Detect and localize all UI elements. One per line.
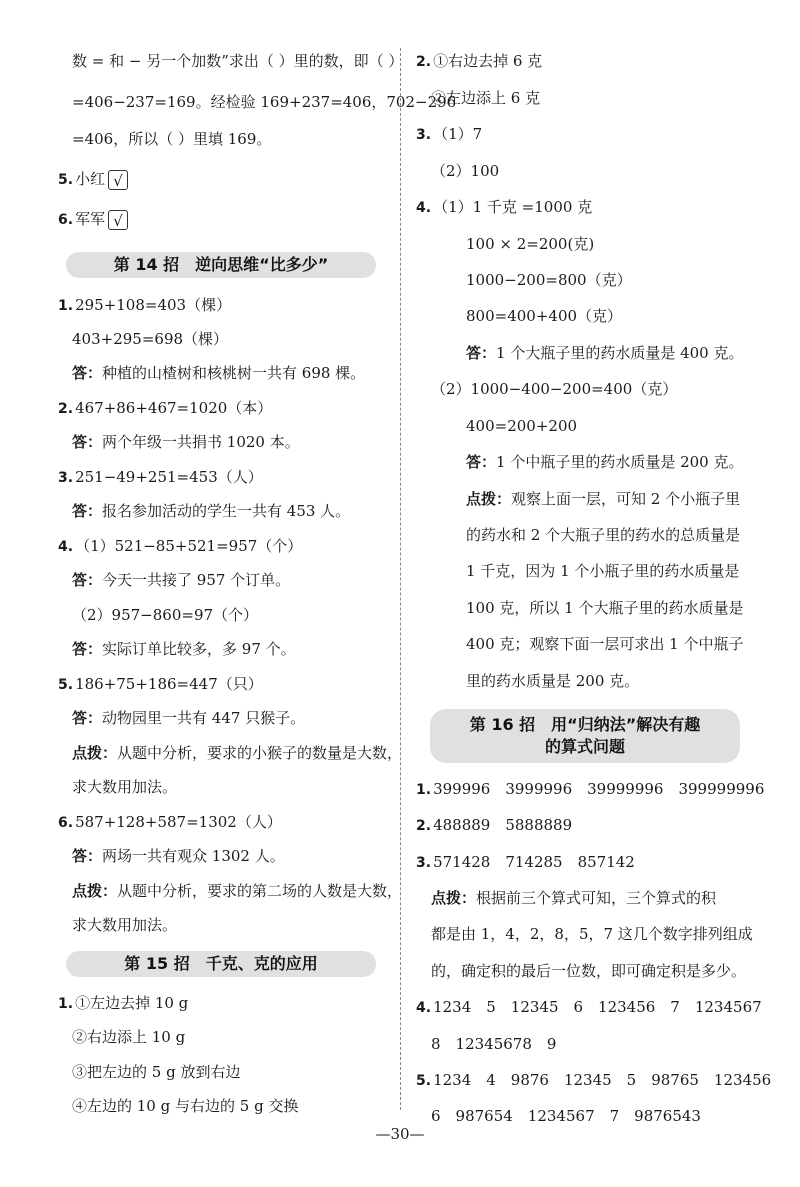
answer-line: 答：两个年级一共捐书 1020 本。 — [72, 433, 300, 451]
continued-text-line: =406−237=169。经检验 169+237=406，702−296 — [72, 93, 457, 111]
answer-line: 400=200+200 — [466, 417, 578, 435]
answer-line: 答：动物园里一共有 447 只猴子。 — [72, 709, 306, 727]
hint-line: 400 克；观察下面一层可求出 1 个中瓶子 — [466, 635, 744, 653]
column-divider — [400, 48, 401, 1110]
page-number: —30— — [375, 1125, 425, 1143]
continued-text-line: =406，所以（ ）里填 169。 — [72, 130, 272, 148]
answer-line: 5. 186+75+186=447（只） — [58, 675, 263, 693]
answer-line: ②左边添上 6 克 — [431, 89, 541, 107]
answer-line: 5. 1234 4 9876 12345 5 98765 123456 — [416, 1071, 772, 1089]
answer-line: 2. 467+86+467=1020（本） — [58, 399, 273, 417]
continued-text-line: 数 = 和 − 另一个加数”求出（ ）里的数，即（ ） — [72, 52, 404, 70]
section-header-16-line1: 第 16 招 用“归纳法”解决有趣 — [469, 715, 701, 734]
answer-line: 403+295=698（棵） — [72, 330, 229, 348]
section-header-16-line2: 的算式问题 — [544, 737, 625, 756]
hint-line: 求大数用加法。 — [72, 778, 178, 796]
answer-line: 6 987654 1234567 7 9876543 — [431, 1107, 701, 1125]
answer-line: 3. 571428 714285 857142 — [416, 853, 635, 871]
answer-line: （2）1000−400−200=400（克） — [431, 380, 678, 398]
answer-line: 3. （1）7 — [416, 125, 483, 143]
hint-line: 的，确定积的最后一位数，即可确定积是多少。 — [431, 962, 747, 980]
answer-line: ④左边的 10 g 与右边的 5 g 交换 — [72, 1097, 299, 1115]
hint-line: 都是由 1，4，2，8，5，7 这几个数字排列组成 — [431, 925, 753, 943]
item-number: 6. — [58, 212, 74, 228]
hint-line: 点拨：根据前三个算式可知，三个算式的积 — [431, 889, 717, 907]
hint-line: 的药水和 2 个大瓶子里的药水的总质量是 — [466, 526, 741, 544]
answer-line: 1000−200=800（克） — [466, 271, 632, 289]
hint-line: 点拨：观察上面一层，可知 2 个小瓶子里 — [466, 490, 741, 508]
answer-line: 100 × 2=200(克) — [466, 235, 595, 253]
item-number: 5. — [58, 172, 74, 188]
answer-line: （2）100 — [431, 162, 500, 180]
answer-text: 小红 — [75, 170, 106, 188]
checkmark-box-icon: √ — [108, 210, 128, 230]
answer-line: ②右边添上 10 g — [72, 1028, 186, 1046]
answer-line: 2. 488889 5888889 — [416, 816, 573, 834]
answer-text: 军军 — [75, 210, 106, 228]
answer-line: 8 12345678 9 — [431, 1035, 557, 1053]
answer-line: 4. 1234 5 12345 6 123456 7 1234567 — [416, 998, 762, 1016]
answer-line: ③把左边的 5 g 放到右边 — [72, 1063, 241, 1081]
answer-line: 答：1 个大瓶子里的药水质量是 400 克。 — [466, 344, 744, 362]
answer-line: 答：两场一共有观众 1302 人。 — [72, 847, 285, 865]
answer-line: 6. 587+128+587=1302（人） — [58, 813, 282, 831]
answer-line: 答：实际订单比较多，多 97 个。 — [72, 640, 296, 658]
hint-line: 点拨：从题中分析，要求的第二场的人数是大数， — [72, 882, 403, 900]
answer-line: 答：1 个中瓶子里的药水质量是 200 克。 — [466, 453, 744, 471]
answer-line: 1. 295+108=403（棵） — [58, 296, 232, 314]
answer-item-6 — [58, 208, 128, 231]
answer-line: 4. （1）1 千克 =1000 克 — [416, 198, 593, 216]
hint-line: 点拨：从题中分析，要求的小猴子的数量是大数， — [72, 744, 403, 762]
answer-item-5 — [58, 168, 128, 191]
answer-line: （2）957−860=97（个） — [72, 606, 259, 624]
checkmark-box-icon: √ — [108, 170, 128, 190]
hint-line: 求大数用加法。 — [72, 916, 178, 934]
answer-line: 2. ①右边去掉 6 克 — [416, 52, 543, 70]
answer-line: 1. ①左边去掉 10 g — [58, 994, 189, 1012]
section-header-15: 第 15 招 千克、克的应用 — [66, 951, 376, 977]
section-header-14: 第 14 招 逆向思维“比多少” — [66, 252, 376, 278]
hint-line: 100 克，所以 1 个大瓶子里的药水质量是 — [466, 599, 744, 617]
hint-line: 里的药水质量是 200 克。 — [466, 672, 640, 690]
answer-line: 3. 251−49+251=453（人） — [58, 468, 263, 486]
answer-line: 答：报名参加活动的学生一共有 453 人。 — [72, 502, 351, 520]
answer-line: 答：今天一共接了 957 个订单。 — [72, 571, 291, 589]
section-header-16 — [430, 709, 740, 763]
answer-line: 4. （1）521−85+521=957（个） — [58, 537, 303, 555]
answer-line: 800=400+400（克） — [466, 307, 623, 325]
hint-line: 1 千克，因为 1 个小瓶子里的药水质量是 — [466, 562, 740, 580]
answer-line: 答：种植的山楂树和核桃树一共有 698 棵。 — [72, 364, 366, 382]
answer-line: 1. 399996 3999996 39999996 399999996 — [416, 780, 765, 798]
